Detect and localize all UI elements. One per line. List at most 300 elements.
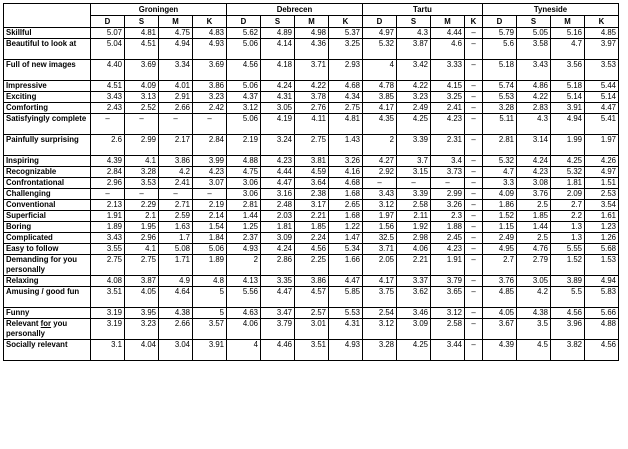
value-cell: 4.17 [363, 103, 397, 114]
value-cell: 4.51 [125, 39, 159, 60]
value-cell: – [465, 189, 483, 200]
value-cell: 2.65 [329, 200, 363, 211]
row-label: Inspiring [4, 156, 91, 167]
value-cell: 2.52 [125, 103, 159, 114]
value-cell: 2.84 [91, 167, 125, 178]
value-cell: 3.89 [551, 276, 585, 287]
value-cell: 5.68 [585, 244, 619, 255]
value-cell: 4.06 [227, 319, 261, 340]
value-cell: 4.39 [483, 340, 517, 361]
table-row [4, 233, 619, 244]
value-cell: 2.3 [431, 211, 465, 222]
value-cell: 3.46 [397, 308, 431, 319]
value-cell: 3.28 [125, 167, 159, 178]
value-cell: 3.99 [193, 156, 227, 167]
value-cell: 1.22 [329, 222, 363, 233]
value-cell: 2.66 [159, 319, 193, 340]
value-cell: 4.94 [551, 114, 585, 135]
value-cell: 3.43 [91, 233, 125, 244]
value-cell: 2.45 [431, 233, 465, 244]
value-cell: 2.6 [91, 135, 125, 156]
value-cell: 4.88 [585, 319, 619, 340]
value-cell: – [465, 211, 483, 222]
value-cell: 3.87 [397, 39, 431, 60]
value-cell: 3.12 [363, 319, 397, 340]
value-cell: 3.07 [193, 178, 227, 189]
value-cell: 3.15 [397, 167, 431, 178]
value-cell: 4.31 [329, 319, 363, 340]
value-cell: 3.43 [517, 60, 551, 81]
value-cell: 4.38 [517, 308, 551, 319]
value-cell: 5.34 [329, 244, 363, 255]
value-cell: – [465, 200, 483, 211]
value-cell: 3.37 [397, 276, 431, 287]
value-cell: 3.19 [91, 308, 125, 319]
value-cell: 4.56 [295, 244, 329, 255]
value-cell: 2.49 [397, 103, 431, 114]
value-cell: 3.08 [517, 178, 551, 189]
value-cell: 1.97 [363, 211, 397, 222]
value-cell: 4.7 [551, 39, 585, 60]
value-cell: 4.51 [91, 81, 125, 92]
value-cell: 4.11 [295, 114, 329, 135]
value-cell: 4.44 [261, 167, 295, 178]
value-cell: 3.97 [585, 39, 619, 60]
value-cell: – [465, 135, 483, 156]
value-cell: 2.19 [227, 135, 261, 156]
value-cell: 5.06 [227, 114, 261, 135]
value-cell: 4.26 [585, 156, 619, 167]
value-cell: – [363, 178, 397, 189]
value-cell: – [125, 189, 159, 200]
value-cell: 3.19 [91, 319, 125, 340]
table-row [4, 276, 619, 287]
value-cell: 4 [227, 340, 261, 361]
value-cell: 3.51 [295, 340, 329, 361]
value-cell: – [465, 167, 483, 178]
value-cell: 1.23 [585, 222, 619, 233]
value-cell: 3.25 [431, 92, 465, 103]
value-cell: 3.91 [551, 103, 585, 114]
value-cell: – [465, 319, 483, 340]
value-cell: 2.84 [193, 135, 227, 156]
value-cell: 3.62 [397, 287, 431, 308]
value-cell: 2.38 [295, 189, 329, 200]
value-cell: 2.41 [159, 178, 193, 189]
value-cell: 2.09 [551, 189, 585, 200]
value-cell: 4.59 [295, 167, 329, 178]
value-cell: 4.44 [431, 28, 465, 39]
table-row [4, 167, 619, 178]
value-cell: 2.79 [517, 255, 551, 276]
value-cell: 2.14 [193, 211, 227, 222]
value-cell: 2.5 [517, 200, 551, 211]
value-cell: 4.08 [91, 276, 125, 287]
table-row [4, 244, 619, 255]
value-cell: 3.12 [227, 103, 261, 114]
value-cell: 3.53 [125, 178, 159, 189]
value-cell: 3.76 [517, 189, 551, 200]
value-cell: 5.18 [551, 81, 585, 92]
value-cell: 4.40 [91, 60, 125, 81]
city-header-row [4, 4, 619, 16]
value-cell: 1.15 [483, 222, 517, 233]
value-cell: 5.44 [585, 81, 619, 92]
value-cell: 4.47 [585, 103, 619, 114]
value-cell: 4.8 [193, 276, 227, 287]
value-cell: 5.32 [483, 156, 517, 167]
value-cell: 3.86 [159, 156, 193, 167]
value-cell: 4.09 [125, 81, 159, 92]
value-cell: 3.69 [193, 60, 227, 81]
value-cell: – [465, 81, 483, 92]
table-body [4, 28, 619, 361]
value-cell: – [159, 189, 193, 200]
value-cell: 3.43 [91, 92, 125, 103]
value-cell: 2.99 [431, 189, 465, 200]
value-cell: 3.54 [585, 200, 619, 211]
row-label: Exciting [4, 92, 91, 103]
value-cell: 2.31 [431, 135, 465, 156]
value-cell: 2.86 [261, 255, 295, 276]
subheader-s: S [517, 16, 551, 28]
value-cell: – [465, 156, 483, 167]
table-row [4, 200, 619, 211]
value-cell: 4.2 [159, 167, 193, 178]
row-label: Comforting [4, 103, 91, 114]
value-cell: 5.79 [483, 28, 517, 39]
value-cell: 2.58 [397, 200, 431, 211]
value-cell: 4.36 [295, 39, 329, 60]
value-cell: 4.85 [483, 287, 517, 308]
table-row [4, 92, 619, 103]
value-cell: 4.17 [363, 276, 397, 287]
value-cell: 4.7 [483, 167, 517, 178]
row-label: Amusing / good fun [4, 287, 91, 308]
value-cell: 5.56 [227, 287, 261, 308]
value-cell: 3.01 [295, 319, 329, 340]
value-cell: 3.65 [431, 287, 465, 308]
value-cell: 1.95 [125, 222, 159, 233]
value-cell: 3.06 [227, 189, 261, 200]
value-cell: 1.68 [329, 211, 363, 222]
value-cell: 4.22 [295, 81, 329, 92]
value-cell: 2 [363, 135, 397, 156]
value-cell: 4.35 [363, 114, 397, 135]
value-cell: 3.23 [125, 319, 159, 340]
row-label: Recognizable [4, 167, 91, 178]
city-header-tartu: Tartu [363, 4, 483, 16]
value-cell: 2.54 [363, 308, 397, 319]
value-cell: 3.39 [397, 189, 431, 200]
value-cell: 3.71 [295, 60, 329, 81]
subheader-s: S [125, 16, 159, 28]
value-cell: 3.12 [363, 200, 397, 211]
value-cell: 2.83 [517, 103, 551, 114]
value-cell: – [193, 189, 227, 200]
value-cell: – [465, 28, 483, 39]
value-cell: – [465, 114, 483, 135]
row-label: Challenging [4, 189, 91, 200]
value-cell: 3.87 [125, 276, 159, 287]
ratings-table [3, 3, 619, 361]
value-cell: 3.16 [261, 189, 295, 200]
value-cell: 4.3 [517, 114, 551, 135]
value-cell: 4.75 [159, 28, 193, 39]
value-cell: 4.25 [397, 340, 431, 361]
value-cell: 3.73 [431, 167, 465, 178]
value-cell: 3.71 [363, 244, 397, 255]
value-cell: 4.9 [159, 276, 193, 287]
value-cell: 5.66 [585, 308, 619, 319]
value-cell: 3.96 [551, 319, 585, 340]
value-cell: 1.99 [551, 135, 585, 156]
value-cell: 5.18 [483, 60, 517, 81]
value-cell: 4.37 [227, 92, 261, 103]
value-cell: 4.22 [397, 81, 431, 92]
value-cell: 1.47 [329, 233, 363, 244]
value-cell: 1.51 [585, 178, 619, 189]
value-cell: – [465, 276, 483, 287]
value-cell: 1.97 [585, 135, 619, 156]
value-cell: 4.86 [517, 81, 551, 92]
value-cell: 1.89 [91, 222, 125, 233]
value-cell: 3.17 [295, 200, 329, 211]
value-cell: – [465, 103, 483, 114]
table-row [4, 81, 619, 92]
city-header-tyneside: Tyneside [483, 4, 619, 16]
value-cell: 4.88 [227, 156, 261, 167]
row-label: Relaxing [4, 276, 91, 287]
value-cell: 4.19 [261, 114, 295, 135]
subheader-k: K [465, 16, 483, 28]
value-cell: 4.23 [431, 244, 465, 255]
value-cell: 2.75 [329, 103, 363, 114]
value-cell: 4.24 [261, 244, 295, 255]
city-header-debrecen: Debrecen [227, 4, 363, 16]
value-cell: 3.5 [517, 319, 551, 340]
table-row [4, 222, 619, 233]
value-cell: 4.46 [261, 340, 295, 361]
value-cell: 2.7 [483, 255, 517, 276]
value-cell: 3.1 [91, 340, 125, 361]
value-cell: 5.53 [329, 308, 363, 319]
value-cell: – [91, 114, 125, 135]
value-cell: 2.03 [261, 211, 295, 222]
value-cell: 1.61 [585, 211, 619, 222]
subheader-s: S [261, 16, 295, 28]
value-cell: 3.69 [125, 60, 159, 81]
value-cell: 4.63 [227, 308, 261, 319]
value-cell: 2.48 [261, 200, 295, 211]
value-cell: 1.85 [295, 222, 329, 233]
subheader-m: M [551, 16, 585, 28]
value-cell: 1.71 [159, 255, 193, 276]
table-row [4, 308, 619, 319]
row-label: Easy to follow [4, 244, 91, 255]
value-cell: 5 [193, 308, 227, 319]
subheader-d: D [483, 16, 517, 28]
value-cell: 4.83 [193, 28, 227, 39]
value-cell: 3.26 [431, 200, 465, 211]
value-cell: 1.56 [363, 222, 397, 233]
value-cell: 3.13 [125, 92, 159, 103]
value-cell: 1.3 [551, 222, 585, 233]
value-cell: – [397, 178, 431, 189]
value-cell: 2.81 [483, 135, 517, 156]
value-cell: 5.14 [585, 92, 619, 103]
table-row [4, 255, 619, 276]
value-cell: – [465, 244, 483, 255]
value-cell: 1.81 [261, 222, 295, 233]
value-cell: – [91, 189, 125, 200]
value-cell: 5.08 [159, 244, 193, 255]
value-cell: 2.19 [193, 200, 227, 211]
value-cell: – [465, 178, 483, 189]
value-cell: 2.17 [159, 135, 193, 156]
value-cell: 3.26 [329, 156, 363, 167]
value-cell: – [431, 178, 465, 189]
value-cell: 4.23 [431, 114, 465, 135]
value-cell: 2 [227, 255, 261, 276]
value-cell: 3.28 [363, 340, 397, 361]
value-cell: 3.34 [159, 60, 193, 81]
value-cell: 4.64 [159, 287, 193, 308]
value-cell: 4.68 [329, 81, 363, 92]
value-cell: 3.81 [295, 156, 329, 167]
value-cell: 4.76 [517, 244, 551, 255]
value-cell: 4.97 [585, 167, 619, 178]
value-cell: 4.56 [585, 340, 619, 361]
value-cell: 5.74 [483, 81, 517, 92]
value-cell: – [465, 255, 483, 276]
value-cell: 1.53 [585, 255, 619, 276]
value-cell: 4.09 [483, 189, 517, 200]
value-cell: 2.43 [91, 103, 125, 114]
value-cell: 1.86 [483, 200, 517, 211]
subheader-d: D [91, 16, 125, 28]
value-cell: – [193, 114, 227, 135]
value-cell: 1.63 [159, 222, 193, 233]
value-cell: 2.21 [295, 211, 329, 222]
value-cell: 3.53 [585, 60, 619, 81]
subheader-d: D [227, 16, 261, 28]
value-cell: 5 [193, 287, 227, 308]
value-cell: 3.7 [397, 156, 431, 167]
value-cell: 4.98 [295, 28, 329, 39]
value-cell: 3.67 [483, 319, 517, 340]
value-cell: 3.79 [431, 276, 465, 287]
row-label: Demanding for you personally [4, 255, 91, 276]
value-cell: 3.09 [261, 233, 295, 244]
value-cell: 1.3 [551, 233, 585, 244]
table-row [4, 319, 619, 340]
value-cell: – [125, 114, 159, 135]
value-cell: 3.24 [261, 135, 295, 156]
value-cell: 3.05 [261, 103, 295, 114]
value-cell: 4.34 [329, 92, 363, 103]
row-label: Skillful [4, 28, 91, 39]
value-cell: – [465, 92, 483, 103]
value-cell: 4.1 [125, 244, 159, 255]
value-cell: 2.98 [397, 233, 431, 244]
value-cell: 1.44 [227, 211, 261, 222]
value-cell: 5.6 [483, 39, 517, 60]
value-cell: 4.5 [517, 340, 551, 361]
value-cell: 3.43 [363, 189, 397, 200]
value-cell: 3.12 [431, 308, 465, 319]
value-cell: – [465, 222, 483, 233]
value-cell: 5.37 [329, 28, 363, 39]
value-cell: 4.39 [91, 156, 125, 167]
subheader-s: S [397, 16, 431, 28]
subheader-k: K [329, 16, 363, 28]
value-cell: – [465, 60, 483, 81]
table-row [4, 156, 619, 167]
row-label: Painfully surprising [4, 135, 91, 156]
value-cell: 4.78 [363, 81, 397, 92]
value-cell: 3.95 [125, 308, 159, 319]
table-row [4, 178, 619, 189]
value-cell: 3.4 [431, 156, 465, 167]
row-label: Relevant for you personally [4, 319, 91, 340]
value-cell: 3.35 [261, 276, 295, 287]
value-cell: 3.78 [295, 92, 329, 103]
value-cell: 4.93 [329, 340, 363, 361]
subheader-k: K [193, 16, 227, 28]
subheader-k: K [585, 16, 619, 28]
value-cell: 4.14 [261, 39, 295, 60]
value-cell: 2.75 [91, 255, 125, 276]
value-cell: – [159, 114, 193, 135]
value-cell: 4.38 [159, 308, 193, 319]
value-cell: 3.14 [517, 135, 551, 156]
value-cell: 3.56 [551, 60, 585, 81]
value-cell: 2.5 [517, 233, 551, 244]
value-cell: 4.93 [227, 244, 261, 255]
value-cell: 1.52 [483, 211, 517, 222]
value-cell: 1.43 [329, 135, 363, 156]
value-cell: 2.41 [431, 103, 465, 114]
row-label: Satisfyingly complete [4, 114, 91, 135]
value-cell: 3.39 [397, 135, 431, 156]
value-cell: 4.01 [159, 81, 193, 92]
value-cell: 1.25 [227, 222, 261, 233]
row-label: Beautiful to look at [4, 39, 91, 60]
value-cell: 1.7 [159, 233, 193, 244]
table-row [4, 211, 619, 222]
value-cell: 4.94 [159, 39, 193, 60]
value-cell: 3.85 [363, 92, 397, 103]
value-cell: 1.89 [193, 255, 227, 276]
value-cell: 2.11 [397, 211, 431, 222]
value-cell: 4.75 [227, 167, 261, 178]
value-cell: – [465, 340, 483, 361]
value-cell: 2.42 [193, 103, 227, 114]
value-cell: 3.57 [193, 319, 227, 340]
value-cell: 2.99 [125, 135, 159, 156]
table-row [4, 60, 619, 81]
table-row [4, 39, 619, 60]
value-cell: 4.06 [397, 244, 431, 255]
value-cell: 2.53 [585, 189, 619, 200]
value-cell: 5.16 [551, 28, 585, 39]
value-cell: 3.25 [329, 39, 363, 60]
value-cell: 2.76 [295, 103, 329, 114]
value-cell: 4.57 [295, 287, 329, 308]
value-cell: 2.13 [91, 200, 125, 211]
value-cell: 3.04 [159, 340, 193, 361]
